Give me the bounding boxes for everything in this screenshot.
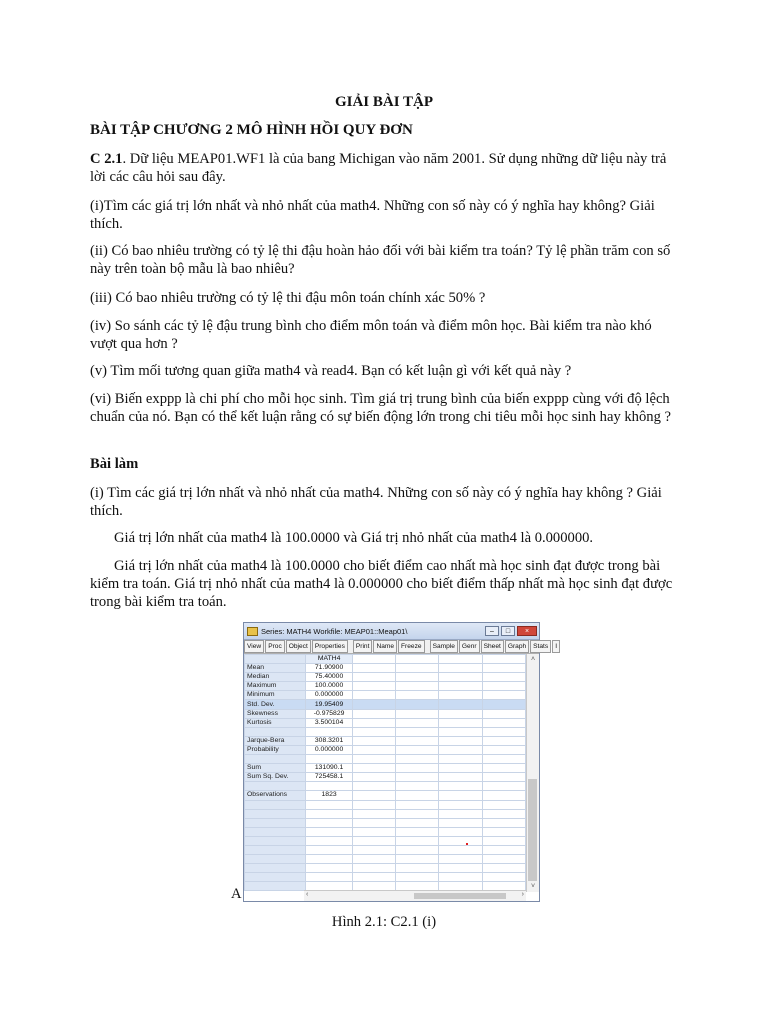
scroll-right-icon[interactable]: › <box>521 891 524 898</box>
intro-paragraph <box>90 150 680 186</box>
chapter-heading: BÀI TẬP CHƯƠNG 2 MÔ HÌNH HỒI QUY ĐƠN <box>90 122 413 138</box>
empty-row <box>245 855 526 864</box>
toolbar-stats-button[interactable]: Stats <box>530 640 551 653</box>
empty-row <box>245 873 526 882</box>
stat-value[interactable]: 71.90900 <box>306 664 353 673</box>
question-5: (v) Tìm mối tương quan giữa math4 và read4. Bạn có kết luận gì với kết quả này ? <box>90 363 572 379</box>
stat-label: Jarque-Bera <box>245 736 306 745</box>
header-row <box>245 655 526 664</box>
stat-label: Minimum <box>245 691 306 700</box>
toolbar-proc-button[interactable]: Proc <box>265 640 285 653</box>
toolbar-sheet-button[interactable]: Sheet <box>481 640 504 653</box>
stray-letter: A <box>231 886 242 902</box>
toolbar-view-button[interactable]: View <box>244 640 264 653</box>
question-2: (ii) Có bao nhiêu trường có tỷ lệ thi đậu hoàn hảo đối với bài kiểm tra toán? Tỷ lệ phần trăm con số này trên toàn bộ mẫu là bao nhiêu? <box>90 243 671 277</box>
empty-row <box>245 809 526 818</box>
stat-label: Probability <box>245 745 306 754</box>
exercise-label: C 2.1 <box>90 151 123 167</box>
window-toolbar <box>244 640 558 654</box>
stat-label <box>245 782 306 791</box>
toolbar-more-button[interactable]: I <box>552 640 560 653</box>
toolbar-genr-button[interactable]: Genr <box>459 640 480 653</box>
maximize-icon[interactable]: □ <box>501 626 515 636</box>
stat-value[interactable]: 308.3201 <box>306 736 353 745</box>
answer-1-question: (i) Tìm các giá trị lớn nhất và nhỏ nhất của math4. Những con số này có ý nghĩa hay không ? Giải thích. <box>90 485 662 519</box>
scroll-down-icon[interactable]: ˅ <box>530 883 536 890</box>
stat-value[interactable]: 100.0000 <box>306 682 353 691</box>
empty-row <box>245 836 526 845</box>
red-marker-dot <box>466 843 468 845</box>
stats-spreadsheet[interactable] <box>244 654 526 890</box>
window-titlebar[interactable] <box>244 623 539 640</box>
empty-row <box>245 864 526 873</box>
stat-value[interactable]: 19.95409 <box>306 700 353 709</box>
window-title: Series: MATH4 Workfile: MEAP01::Meap01\ <box>261 626 408 636</box>
table-row <box>245 709 526 718</box>
table-row <box>245 764 526 773</box>
empty-row <box>245 800 526 809</box>
table-row <box>245 691 526 700</box>
table-row <box>245 745 526 754</box>
horizontal-scroll-thumb[interactable] <box>414 893 506 899</box>
stat-label: Sum <box>245 764 306 773</box>
vertical-scrollbar[interactable] <box>526 654 539 892</box>
stat-label: Kurtosis <box>245 718 306 727</box>
column-header-math4[interactable]: MATH4 <box>306 655 353 664</box>
document-title: GIẢI BÀI TẬP <box>334 94 434 110</box>
stat-value[interactable] <box>306 755 353 764</box>
table-row <box>245 664 526 673</box>
answer-1-line-2: Giá trị lớn nhất của math4 là 100.0000 cho biết điểm cao nhất mà học sinh đạt được trong bài kiểm tra toán. Giá trị nhỏ nhất của math4 là 0.000000 cho biết điểm thấp nhất mà học sinh đạt được trong bài kiểm tra toán. <box>90 558 673 610</box>
vertical-scroll-thumb[interactable] <box>528 779 537 881</box>
question-3: (iii) Có bao nhiêu trường có tỷ lệ thi đậu môn toán chính xác 50% ? <box>90 290 486 306</box>
table-row-selected <box>245 700 526 709</box>
empty-row <box>245 818 526 827</box>
stat-label: Mean <box>245 664 306 673</box>
empty-row <box>245 827 526 836</box>
stat-value[interactable]: 725458.1 <box>306 773 353 782</box>
close-icon[interactable]: × <box>517 626 537 636</box>
stat-value[interactable] <box>306 727 353 736</box>
stat-value[interactable]: 3.500104 <box>306 718 353 727</box>
toolbar-sample-button[interactable]: Sample <box>430 640 458 653</box>
toolbar-properties-button[interactable]: Properties <box>312 640 348 653</box>
stat-value[interactable]: -0.975829 <box>306 709 353 718</box>
table-row <box>245 773 526 782</box>
table-row <box>245 718 526 727</box>
stat-label: Maximum <box>245 682 306 691</box>
stat-value[interactable]: 0.000000 <box>306 691 353 700</box>
stat-value[interactable]: 1823 <box>306 791 353 800</box>
table-row <box>245 727 526 736</box>
toolbar-print-button[interactable]: Print <box>353 640 373 653</box>
toolbar-name-button[interactable]: Name <box>373 640 397 653</box>
table-row <box>245 782 526 791</box>
stat-value[interactable]: 75.40000 <box>306 673 353 682</box>
toolbar-object-button[interactable]: Object <box>286 640 311 653</box>
stat-value[interactable] <box>306 782 353 791</box>
question-1: (i)Tìm các giá trị lớn nhất và nhỏ nhất của math4. Những con số này có ý nghĩa hay không? Giải thích. <box>90 198 655 232</box>
toolbar-graph-button[interactable]: Graph <box>505 640 529 653</box>
minimize-icon[interactable]: – <box>485 626 499 636</box>
stat-label: Std. Dev. <box>245 700 306 709</box>
stat-label: Skewness <box>245 709 306 718</box>
intro-text: . Dữ liệu MEAP01.WF1 là của bang Michigan vào năm 2001. Sử dụng những dữ liệu này trả lời các câu hỏi sau đây. <box>90 151 667 185</box>
table-row <box>245 736 526 745</box>
stat-label: Median <box>245 673 306 682</box>
toolbar-freeze-button[interactable]: Freeze <box>398 640 425 653</box>
table-row <box>245 682 526 691</box>
answer-heading: Bài làm <box>90 456 139 472</box>
table-row <box>245 755 526 764</box>
row-label-cell <box>245 655 306 664</box>
scroll-up-icon[interactable]: ˄ <box>530 656 536 663</box>
series-icon <box>247 627 258 636</box>
empty-row <box>245 845 526 854</box>
eviews-series-window <box>243 622 558 902</box>
figure-caption: Hình 2.1: C2.1 (i) <box>331 914 437 930</box>
answer-1-line-1: Giá trị lớn nhất của math4 là 100.0000 và Giá trị nhỏ nhất của math4 là 0.000000. <box>114 530 594 546</box>
horizontal-scrollbar[interactable] <box>304 890 526 901</box>
stat-label: Sum Sq. Dev. <box>245 773 306 782</box>
scroll-left-icon[interactable]: ‹ <box>306 891 309 898</box>
stat-label: Observations <box>245 791 306 800</box>
stat-label <box>245 755 306 764</box>
table-row <box>245 673 526 682</box>
stat-value[interactable]: 131090.1 <box>306 764 353 773</box>
stat-value[interactable]: 0.000000 <box>306 745 353 754</box>
question-4: (iv) So sánh các tỷ lệ đậu trung bình cho điểm môn toán và điểm môn học. Bài kiểm tra nào khó vượt qua hơn ? <box>90 318 652 352</box>
question-6: (vi) Biến exppp là chi phí cho mỗi học sinh. Tìm giá trị trung bình của biến exppp cùng với độ lệch chuẩn của nó. Bạn có thể kết luận rằng có sự biến động lớn trong chi tiêu mỗi học sinh hay không ? <box>90 391 671 425</box>
table-row <box>245 791 526 800</box>
stat-label <box>245 727 306 736</box>
